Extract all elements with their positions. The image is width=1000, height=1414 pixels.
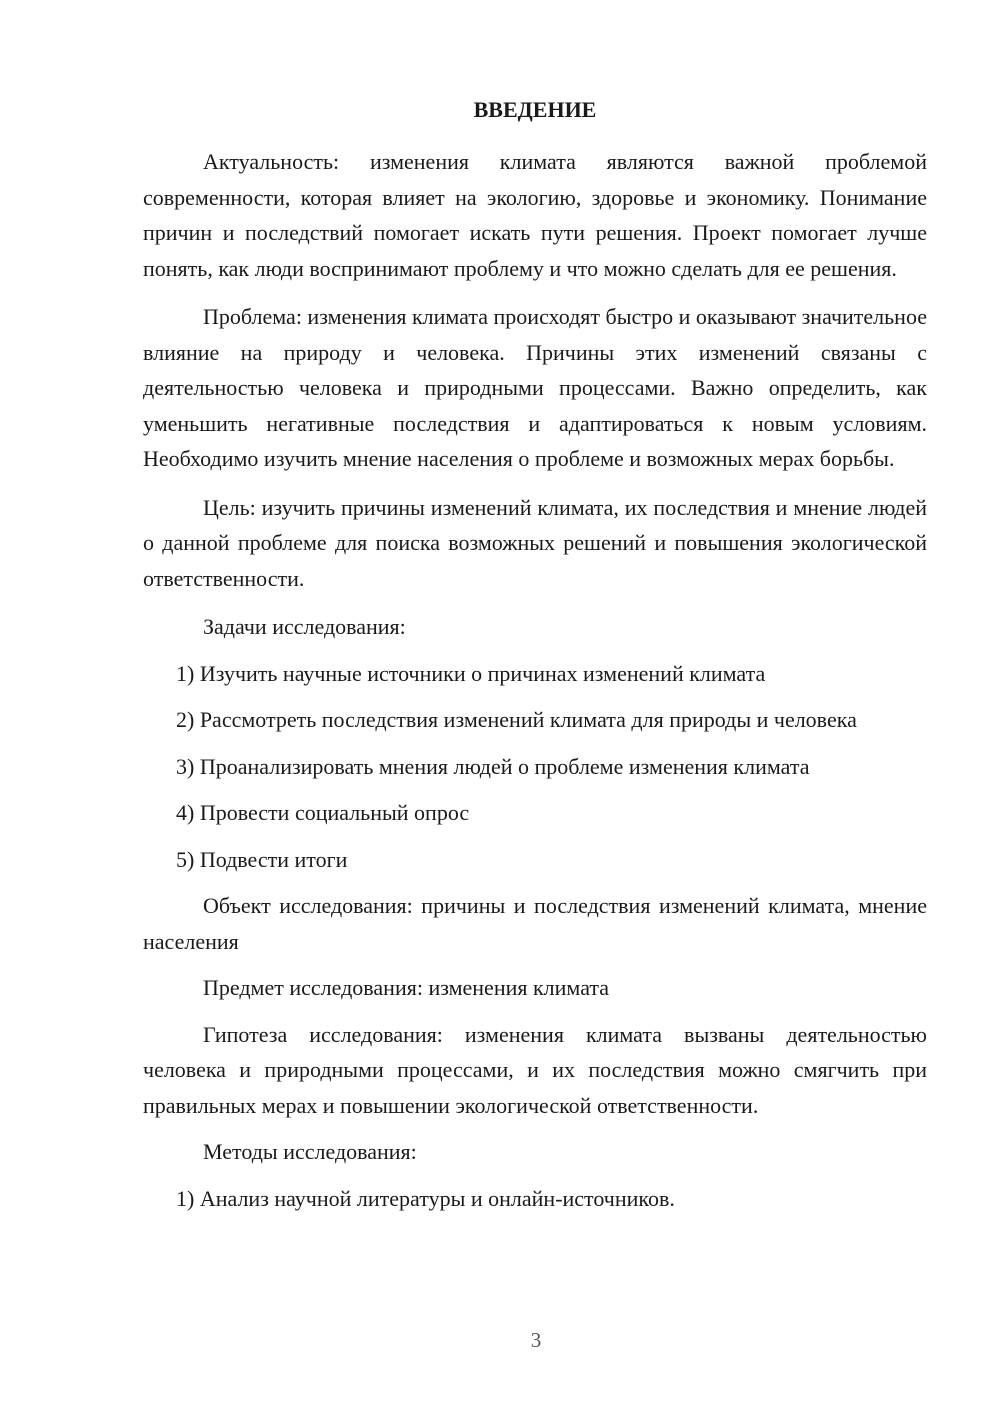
- page-number: 3: [530, 1328, 542, 1352]
- relevance-paragraph: Актуальность: изменения климата являются важной проблемой современности, которая влияет на экологию, здоровье и экономику. Понимание причин и последствий помогает искать пути решения. Проект помогает лучше понять, как люди воспринимают проблему и что можно сделать для ее решения.: [143, 149, 927, 281]
- section-title: ВВЕДЕНИЕ: [473, 97, 597, 122]
- tasks-heading: Задачи исследования:: [203, 614, 406, 639]
- goal-paragraph: Цель: изучить причины изменений климата, их последствия и мнение людей о данной проблеме для поиска возможных решений и повышения экологической ответственности.: [143, 494, 927, 591]
- subject-paragraph: Предмет исследования: изменения климата: [203, 975, 610, 1000]
- methods-heading: Методы исследования:: [203, 1139, 417, 1164]
- problem-paragraph: Проблема: изменения климата происходят быстро и оказывают значительное влияние на природу и человека. Причины этих изменений связаны с деятельностью человека и природными процессами. Важно определить, как уменьшить негативные последствия и адаптироваться к новым условиям. Необходимо изучить мнение населения о проблеме и возможных мерах борьбы.: [143, 304, 927, 471]
- task-item-4: 4) Провести социальный опрос: [176, 800, 470, 825]
- task-item-1: 1) Изучить научные источники о причинах изменений климата: [176, 660, 766, 686]
- task-item-5: 5) Подвести итоги: [176, 846, 348, 872]
- task-item-3: 3) Проанализировать мнения людей о проблеме изменения климата: [176, 753, 810, 779]
- page-content: [143, 92, 927, 1216]
- task-item-2: 2) Рассмотреть последствия изменений климата для природы и человека: [176, 707, 857, 732]
- object-paragraph: Объект исследования: причины и последствия изменений климата, мнение населения: [143, 893, 927, 954]
- hypothesis-paragraph: Гипотеза исследования: изменения климата вызваны деятельностью человека и природными процессами, и их последствия можно смягчить при правильных мерах и повышении экологической ответственности.: [143, 1021, 927, 1118]
- method-item-1: 1) Анализ научной литературы и онлайн-источников.: [176, 1185, 675, 1211]
